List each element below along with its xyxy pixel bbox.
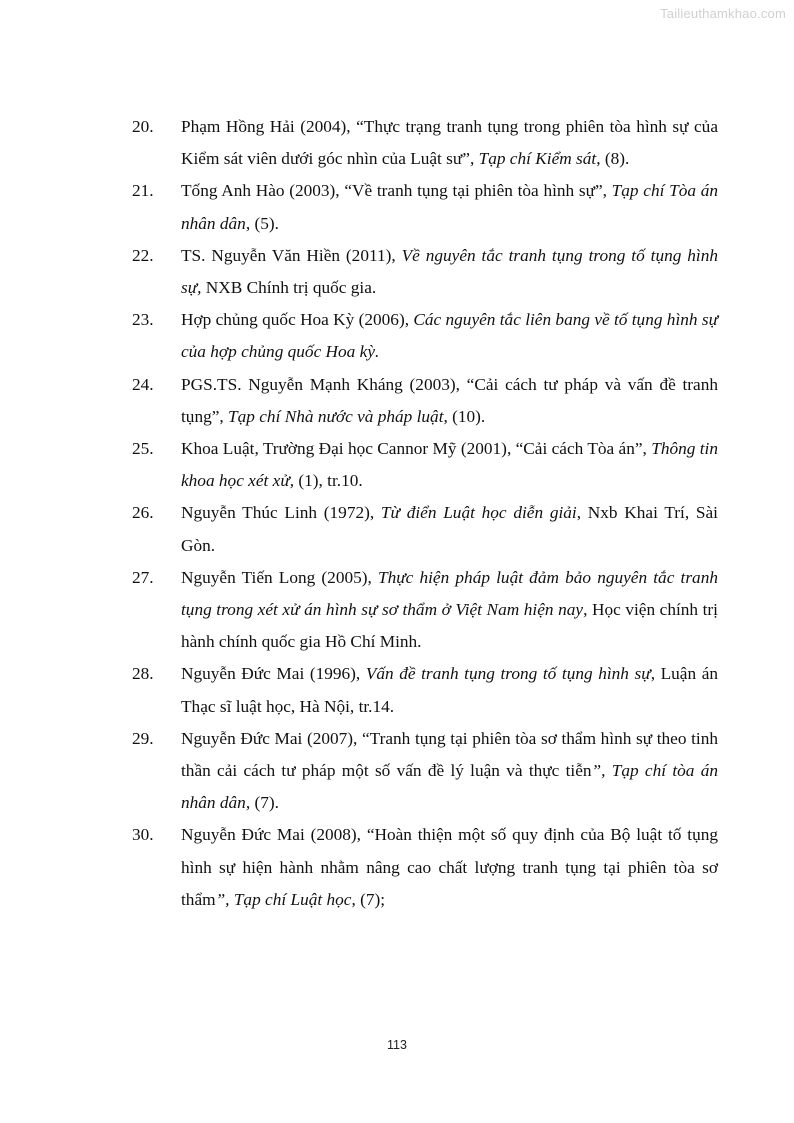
reference-text xyxy=(181,117,718,168)
reference-title: Thông tin khoa học xét xử, xyxy=(181,439,718,491)
reference-number: 26. xyxy=(132,503,154,523)
reference-segment: Nguyễn Đức Mai (2007), “Tranh tụng tại phiên tòa sơ thẩm hình sự theo tinh thần cải cách tư pháp một số vấn đề lý luận và thực tiễn xyxy=(181,728,718,781)
reference-segment: , Luận án Thạc sĩ luật học, Hà Nội, tr.14. xyxy=(181,664,719,716)
reference-title: Từ điển Luật học diễn giải xyxy=(380,503,577,523)
reference-segment: Nguyễn Đức Mai (1996), xyxy=(181,664,366,684)
reference-segment: NXB Chính trị quốc gia. xyxy=(201,278,377,298)
reference-item xyxy=(132,175,718,239)
reference-segment: , (7); xyxy=(351,889,386,909)
reference-segment: Nguyễn Đức Mai (2008), “Hoàn thiện một số quy định của Bộ luật tố tụng hình sự hiện hành nhằm nâng cao chất lượng tranh tụng tại phiên tòa sơ thẩm xyxy=(181,825,718,909)
reference-item xyxy=(132,240,718,304)
reference-number: 25. xyxy=(132,439,154,459)
reference-item xyxy=(132,369,718,433)
reference-number: 21. xyxy=(132,181,154,201)
reference-title: ”, Tạp chí tòa án nhân dân xyxy=(181,761,718,813)
reference-item xyxy=(132,723,718,820)
reference-number: 22. xyxy=(132,245,154,265)
reference-segment: Hợp chủng quốc Hoa Kỳ (2006), xyxy=(181,310,414,330)
reference-title: ”, Tạp chí Luật học xyxy=(215,889,352,909)
reference-segment: Khoa Luật, Trường Đại học Cannor Mỹ (2001), “Cải cách Tòa án”, xyxy=(181,439,652,459)
reference-item xyxy=(132,819,718,916)
reference-segment: , (8). xyxy=(596,149,630,169)
reference-segment: Tống Anh Hào (2003), “Về tranh tụng tại phiên tòa hình sự”, xyxy=(181,181,612,201)
reference-title: Vấn đề tranh tụng trong tố tụng hình sự xyxy=(365,664,651,684)
reference-item xyxy=(132,111,718,175)
reference-segment: Nguyễn Tiến Long (2005), xyxy=(181,567,378,587)
reference-item xyxy=(132,304,718,368)
reference-segment: , Nxb Khai Trí, Sài Gòn. xyxy=(181,503,718,555)
reference-number: 24. xyxy=(132,374,154,394)
reference-segment: TS. Nguyễn Văn Hiền (2011), xyxy=(181,245,402,265)
reference-number: 29. xyxy=(132,728,154,748)
reference-title: Tạp chí Kiểm sát xyxy=(478,149,597,169)
reference-title: Thực hiện pháp luật đảm bảo nguyên tắc tranh tụng trong xét xử án hình sự sơ thẩm ở Việt Nam hiện nay xyxy=(181,567,718,620)
reference-number: 20. xyxy=(132,117,154,136)
reference-segment: Nguyễn Thúc Linh (1972), xyxy=(181,503,381,523)
reference-number: 27. xyxy=(132,567,154,587)
reference-text xyxy=(181,310,718,361)
reference-number: 30. xyxy=(132,825,154,845)
page-number: 113 xyxy=(387,1038,407,1052)
reference-item xyxy=(132,433,718,497)
reference-item xyxy=(132,658,718,722)
reference-title: Tạp chí Nhà nước và pháp luật xyxy=(228,406,444,426)
reference-item xyxy=(132,562,718,659)
reference-title: Tạp chí Tòa án nhân dân xyxy=(181,181,718,233)
reference-segment: , (10). xyxy=(443,406,486,426)
reference-segment: PGS.TS. Nguyễn Mạnh Kháng (2003), “Cải cách tư pháp và vấn đề tranh tụng”, xyxy=(181,374,718,426)
reference-text xyxy=(181,375,718,426)
reference-text xyxy=(181,664,718,715)
reference-segment: Phạm Hồng Hải (2004), “Thực trạng tranh tụng trong phiên tòa hình sự của Kiểm sát viên dưới góc nhìn của Luật sư”, xyxy=(181,117,718,169)
reference-segment: , (5). xyxy=(245,213,279,233)
reference-title: Các nguyên tắc liên bang về tố tụng hình sự của hợp chủng quốc Hoa kỳ. xyxy=(181,310,719,362)
reference-text xyxy=(181,181,718,232)
watermark: Tailieuthamkhao.com xyxy=(660,6,786,21)
reference-title: Về nguyên tắc tranh tụng trong tố tụng hình sự, xyxy=(181,245,719,298)
reference-text xyxy=(181,729,718,812)
reference-text xyxy=(181,503,718,554)
reference-text xyxy=(181,439,718,490)
reference-text xyxy=(181,246,718,297)
reference-segment: , Học viện chính trị hành chính quốc gia Hồ Chí Minh. xyxy=(181,600,718,652)
reference-list xyxy=(132,111,718,916)
reference-item xyxy=(132,497,718,561)
reference-segment: (1), tr.10. xyxy=(294,471,363,491)
reference-segment: , (7). xyxy=(245,793,279,813)
reference-number: 23. xyxy=(132,310,154,330)
reference-number: 28. xyxy=(132,664,154,684)
reference-text xyxy=(181,825,718,908)
reference-text xyxy=(181,568,718,651)
